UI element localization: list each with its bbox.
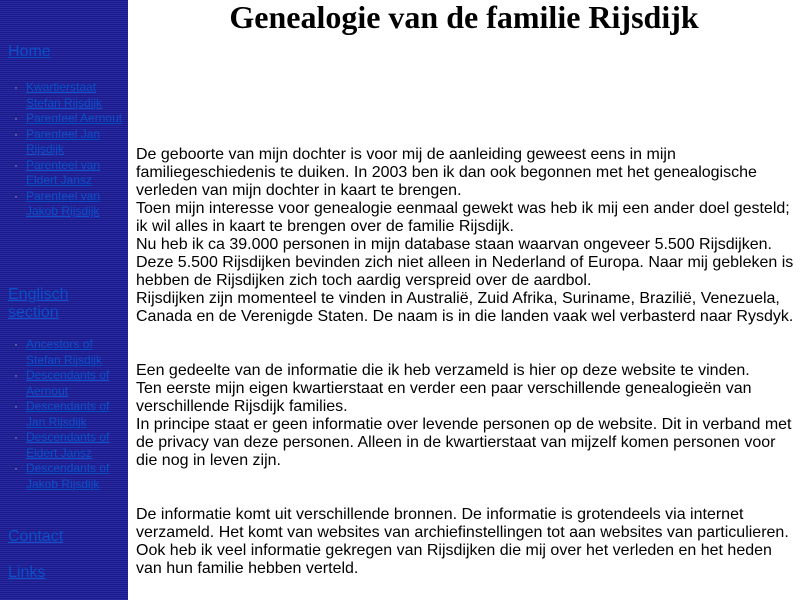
nav-parenteel-jan[interactable]: Parenteel Jan Rijsdijk	[26, 126, 101, 156]
dutch-links	[14, 80, 128, 220]
sidebar-nav	[0, 0, 128, 600]
nav-parenteel-jakob[interactable]: Parenteel van Jakob Rijsdijk	[26, 188, 101, 218]
nav-english-section[interactable]: Englisch section	[8, 286, 69, 321]
english-links	[14, 337, 128, 492]
intro-paragraph	[136, 146, 796, 326]
nav-ancestors[interactable]: Ancestors of Stefan Rijsdijk	[26, 337, 103, 367]
nav-parenteel-eldert[interactable]: Parenteel van Eldert Jansz	[26, 157, 101, 187]
text-line: Toen mijn interesse voor genealogie eenmaal gewekt was heb ik mij een ander doel gesteld; ik wil alles in kaart te brengen over de familie Rijsdijk.	[136, 200, 790, 235]
text-line: In principe staat er geen informatie over levende personen op de website. Dit in verband met de privacy van deze personen. Alleen in de kwartierstaat van mijzelf komen personen voor die nog in leven zijn.	[136, 416, 792, 469]
sources-paragraph	[136, 506, 796, 578]
text-line: Ten eerste mijn eigen kwartierstaat en verder een paar verschillende genealogieën van verschillende Rijsdijk families.	[136, 380, 752, 415]
nav-home[interactable]: Home	[8, 43, 51, 60]
text-line: Ook heb ik veel informatie gekregen van Rijsdijken die mij over het verleden en het heden van hun familie hebben verteld.	[136, 542, 772, 577]
nav-parenteel-aernout[interactable]: Parenteel Aernout	[26, 111, 123, 125]
website-paragraph	[136, 362, 796, 470]
nav-descendants-aernout[interactable]: Descendants of Aernout	[26, 368, 110, 398]
nav-links[interactable]: Links	[8, 564, 46, 581]
nav-descendants-jan[interactable]: Descendants of Jan Rijsdijk	[26, 399, 110, 429]
text-line: De informatie komt uit verschillende bronnen. De informatie is grotendeels via internet verzameld. Het komt van websites van archiefinstellingen tot aan websites van particulieren.	[136, 506, 789, 541]
text-line: De geboorte van mijn dochter is voor mij de aanleiding geweest eens in mijn familiegeschiedenis te duiken. In 2003 ben ik dan ook begonnen met het genealogische verleden van mijn dochter in kaart te brengen.	[136, 146, 757, 199]
nav-contact[interactable]: Contact	[8, 528, 64, 545]
nav-descendants-jakob[interactable]: Descendants of Jakob Rijsdijk	[26, 461, 110, 491]
text-line: Nu heb ik ca 39.000 personen in mijn database staan waarvan ongeveer 5.500 Rijsdijken. Deze 5.500 Rijsdijken bevinden zich niet alleen in Nederland of Europa. Naar mij gebleken is hebben de Rijsdijken zich toch aardig verspreid over de aardbol.	[136, 236, 794, 289]
nav-descendants-eldert[interactable]: Descendants of Eldert Jansz	[26, 430, 110, 460]
text-line: Een gedeelte van de informatie die ik heb verzameld is hier op deze website te vinden.	[136, 362, 750, 379]
page-title: Genealogie van de familie Rijsdijk	[229, 0, 699, 35]
nav-kwartierstaat[interactable]: Kwartierstaat Stefan Rijsdijk	[26, 80, 103, 110]
text-line: Rijsdijken zijn momenteel te vinden in Australië, Zuid Afrika, Suriname, Brazilië, Venezuela, Canada en de Verenigde Staten. De naam is in die landen vaak wel verbasterd naar Rysdyk.	[136, 290, 794, 325]
